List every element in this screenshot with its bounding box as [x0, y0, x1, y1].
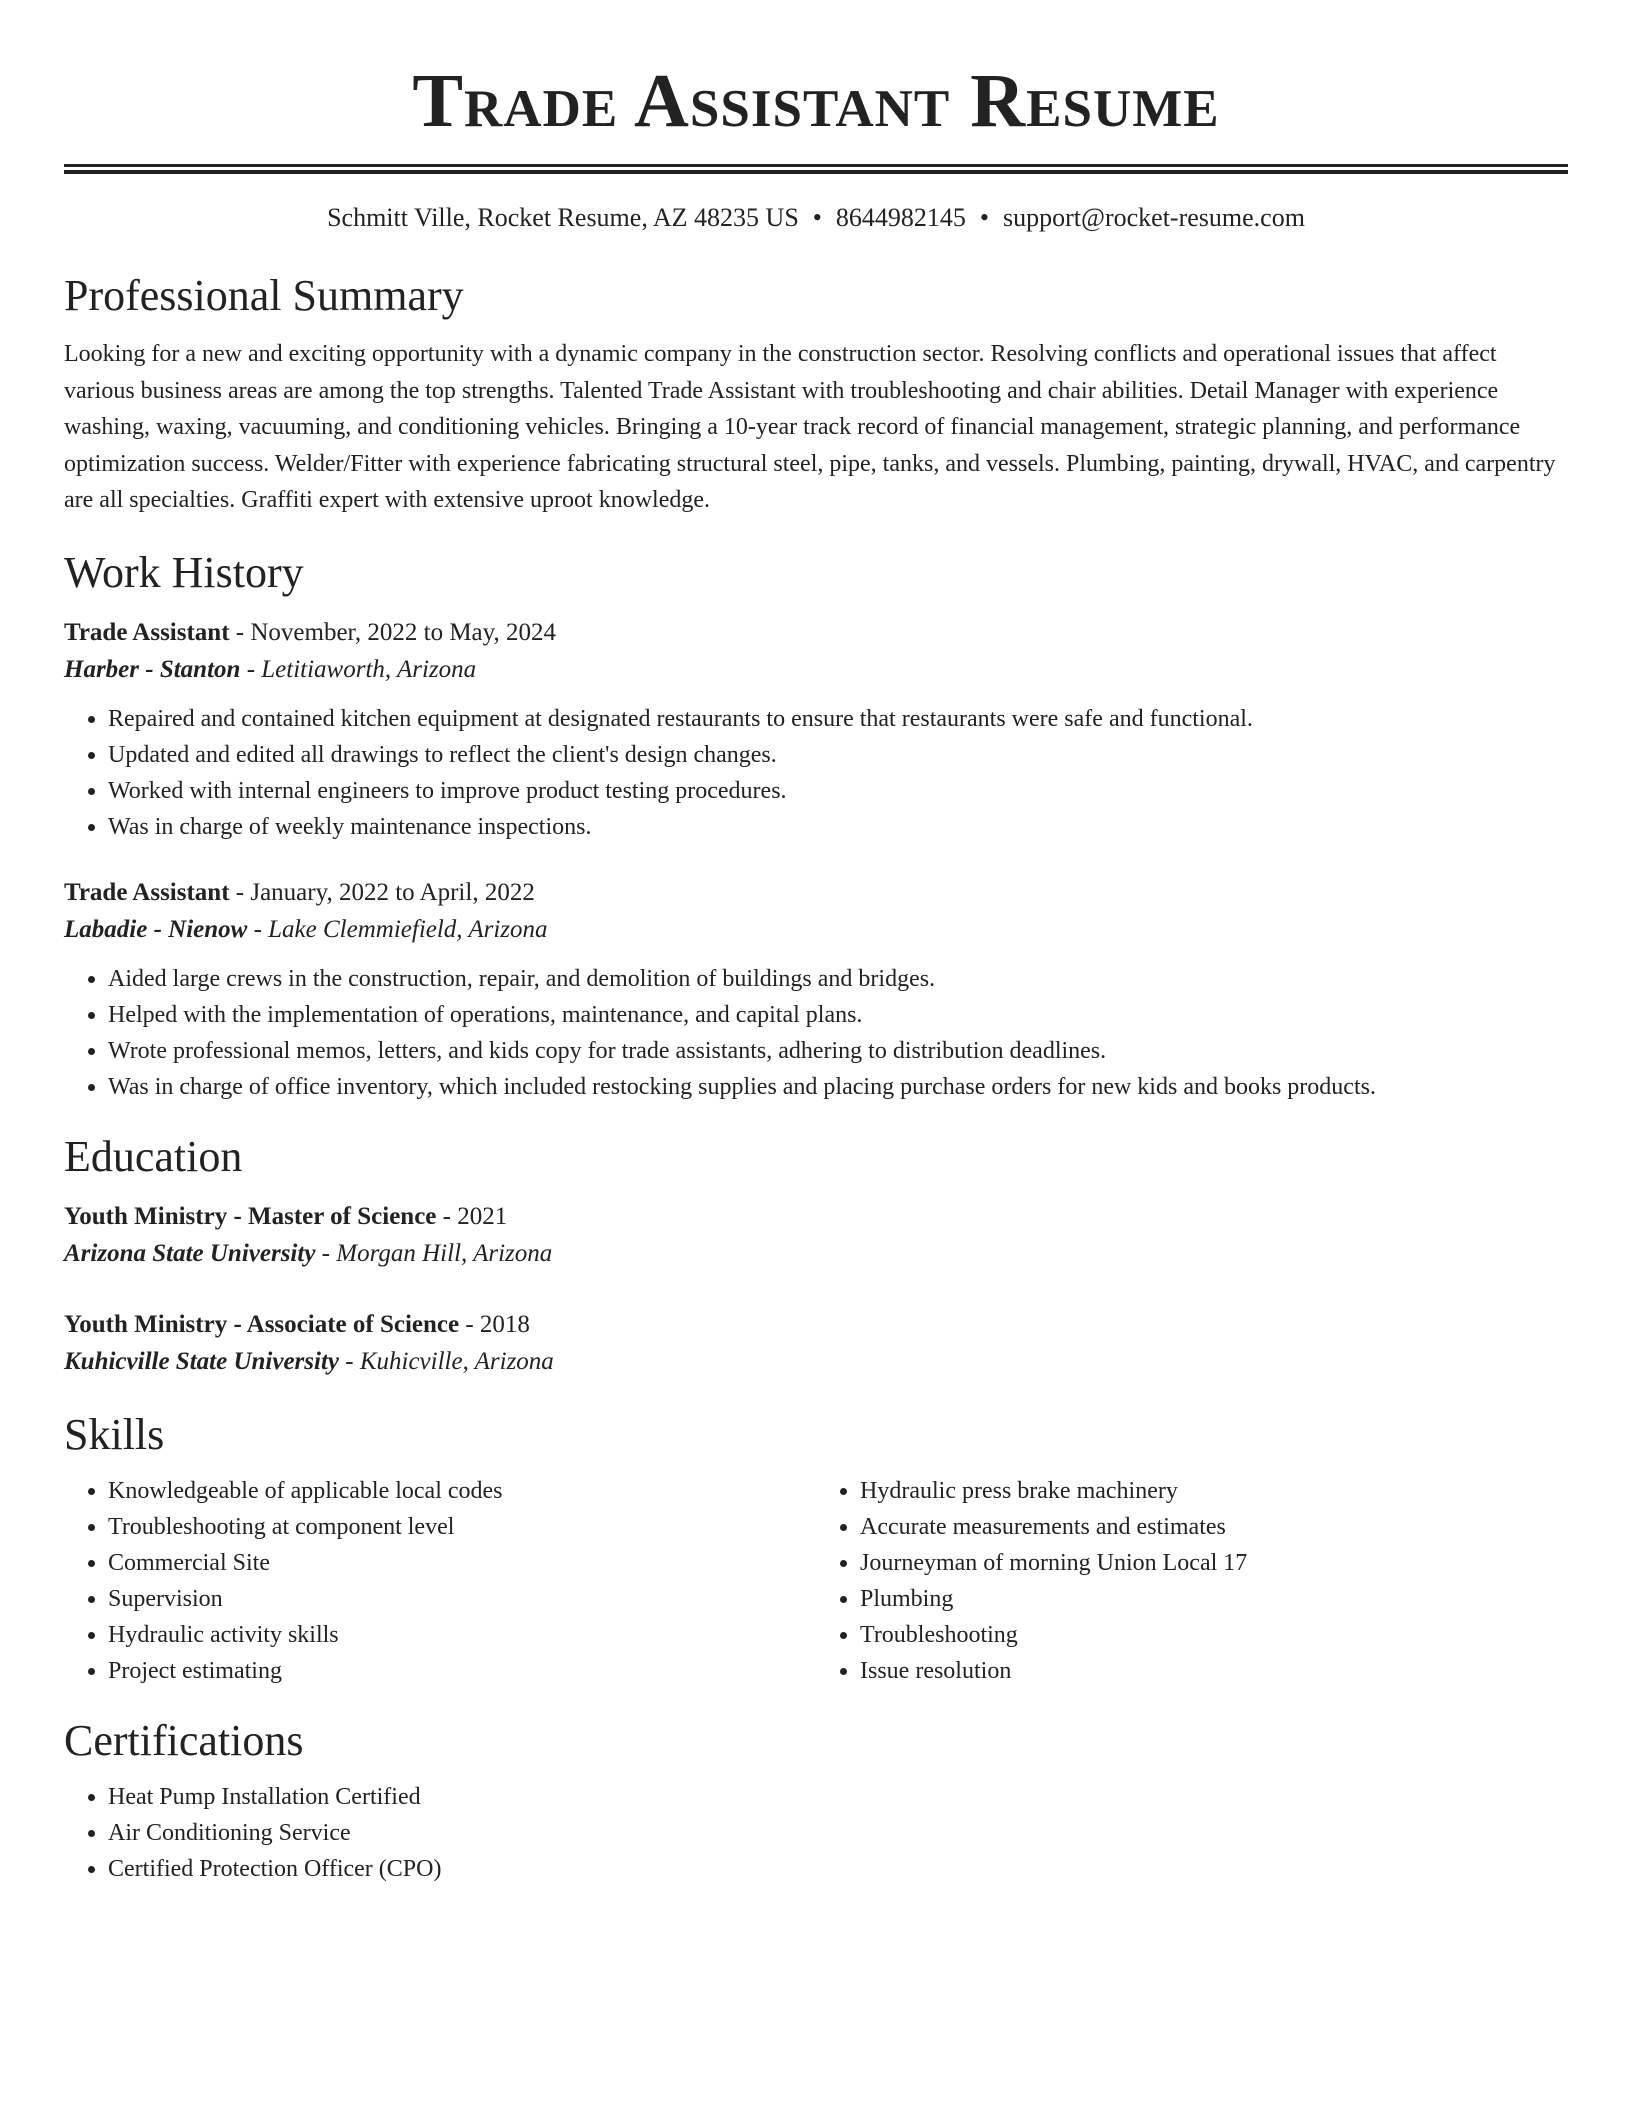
section-heading-skills: Skills: [64, 1409, 165, 1459]
skill-item: • Hydraulic press brake machinery: [860, 1473, 1568, 1509]
skills-list-right: [816, 1473, 1568, 1689]
job-title-line: [64, 615, 1568, 651]
certifications-list: [64, 1779, 1568, 1887]
skill-item: • Supervision: [108, 1581, 816, 1617]
contact-email: support@rocket-resume.com: [1003, 203, 1305, 232]
skill-item: • Journeyman of morning Union Local 17: [860, 1545, 1568, 1581]
graduation-year: - 2018: [459, 1310, 530, 1338]
skill-item: • Accurate measurements and estimates: [860, 1509, 1568, 1545]
section-heading-work-history: Work History: [64, 547, 304, 597]
job-company: Labadie - Nienow: [64, 915, 248, 943]
school-location: - Kuhicville, Arizona: [339, 1347, 554, 1375]
skill-item: • Plumbing: [860, 1581, 1568, 1617]
job-location: - Lake Clemmiefield, Arizona: [247, 915, 548, 943]
skill-item: • Commercial Site: [108, 1545, 816, 1581]
school-location: - Morgan Hill, Arizona: [315, 1239, 553, 1267]
job-company: Harber - Stanton: [64, 655, 241, 683]
job-title: Trade Assistant: [64, 618, 230, 646]
contact-separator: •: [979, 203, 990, 232]
job-entry: [64, 875, 1568, 1105]
degree-line: [64, 1307, 1568, 1343]
skill-item: • Project estimating: [108, 1653, 816, 1689]
job-duty: • Aided large crews in the construction, repair, and demolition of buildings and bridges.: [108, 961, 1568, 997]
school-line: [64, 1235, 1568, 1273]
job-title: Trade Assistant: [64, 878, 230, 906]
education-entry: [64, 1199, 1568, 1273]
resume-page: [64, 0, 1568, 1887]
graduation-year: - 2021: [436, 1202, 508, 1230]
job-dates: - November, 2022 to May, 2024: [229, 618, 557, 646]
job-employer-line: [64, 911, 1568, 949]
job-duty: • Worked with internal engineers to improve product testing procedures.: [108, 773, 1568, 809]
section-heading-summary: Professional Summary: [64, 271, 464, 320]
job-duties-list: [64, 961, 1568, 1105]
skills-list-left: [64, 1473, 816, 1689]
skills-grid: [64, 1473, 1568, 1689]
school-name: Arizona State University: [64, 1239, 316, 1267]
contact-separator: •: [812, 203, 822, 232]
job-duty: • Wrote professional memos, letters, and kids copy for trade assistants, adhering to distribution deadlines.: [108, 1033, 1568, 1069]
degree-name: Youth Ministry - Master of Science: [64, 1202, 437, 1230]
section-heading-certifications: Certifications: [64, 1715, 304, 1765]
job-location: - Letitiaworth, Arizona: [240, 655, 477, 683]
certification-item: • Heat Pump Installation Certified: [108, 1779, 1568, 1815]
summary-paragraph: Looking for a new and exciting opportunity with a dynamic company in the construction sector. Resolving conflicts and operational issues that affect various business areas are among the top strengths. Talented Trade Assistant with troubleshooting and chair abilities. Detail Manager with experience washing, waxing, vacuuming, and conditioning vehicles. Bringing a 10-year track record of financial management, strategic planning, and performance optimization success. Welder/Fitter with experience fabricating structural steel, pipe, tanks, and vessels. Plumbing, painting, drywall, HVAC, and carpentry are all specialties. Graffiti expert with extensive uproot knowledge.: [64, 341, 1556, 513]
skill-item: • Troubleshooting: [860, 1617, 1568, 1653]
degree-name: Youth Ministry - Associate of Science: [64, 1310, 460, 1338]
job-employer-line: [64, 651, 1568, 689]
skill-item: • Issue resolution: [860, 1653, 1568, 1689]
job-duty: • Repaired and contained kitchen equipment at designated restaurants to ensure that restaurants were safe and functional.: [108, 701, 1568, 737]
job-duties-list: [64, 701, 1568, 845]
job-duty: • Was in charge of weekly maintenance inspections.: [108, 809, 1568, 845]
job-duty: • Updated and edited all drawings to reflect the client's design changes.: [108, 737, 1568, 773]
title-divider: [64, 164, 1568, 174]
certification-item: • Certified Protection Officer (CPO): [108, 1851, 1568, 1887]
education-entry: [64, 1307, 1568, 1381]
job-entry: [64, 615, 1568, 845]
school-name: Kuhicville State University: [64, 1347, 339, 1375]
job-dates: - January, 2022 to April, 2022: [229, 878, 535, 906]
contact-line: [64, 200, 1568, 236]
school-line: [64, 1343, 1568, 1381]
job-duty: • Helped with the implementation of operations, maintenance, and capital plans.: [108, 997, 1568, 1033]
skill-item: • Hydraulic activity skills: [108, 1617, 816, 1653]
degree-line: [64, 1199, 1568, 1235]
resume-title: Trade Assistant Resume: [412, 59, 1220, 143]
skill-item: • Troubleshooting at component level: [108, 1509, 816, 1545]
certification-item: • Air Conditioning Service: [108, 1815, 1568, 1851]
contact-address: Schmitt Ville, Rocket Resume, AZ 48235 US: [327, 203, 799, 232]
job-duty: • Was in charge of office inventory, which included restocking supplies and placing purchase orders for new kids and books products.: [108, 1069, 1568, 1105]
job-title-line: [64, 875, 1568, 911]
contact-phone: 8644982145: [835, 203, 966, 232]
section-heading-education: Education: [64, 1131, 243, 1181]
skill-item: • Knowledgeable of applicable local codes: [108, 1473, 816, 1509]
